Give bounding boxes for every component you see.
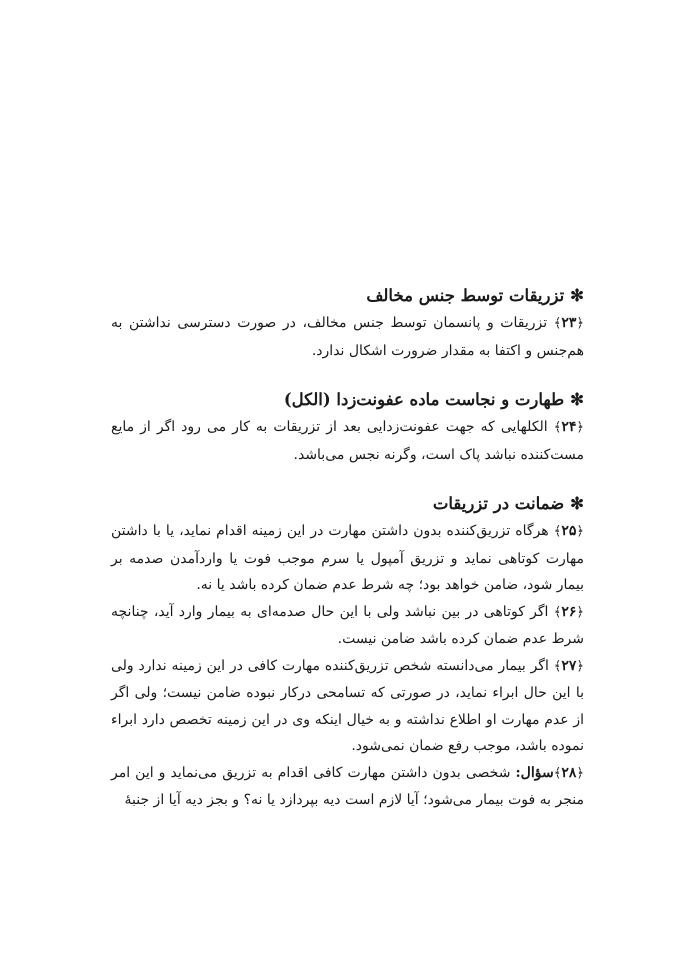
paragraph-23: ﴿۲۳﴾ تزریقات و پانسمان توسط جنس مخالف، در صورت دسترسی نداشتن به هم‌جنس و اکتفا به مقدار ضرورت اشکال ندارد. bbox=[111, 315, 584, 359]
paragraph-28: ﴿۲۸﴾سؤال: شخصی بدون داشتن مهارت کافی اقدام به تزریق می‌نماید و این امر منجر به فوت بیمار می‌شود؛ آیا لازم است دیه بپردازد یا نه؟ و بجز دیه آیا از جنبهٔ bbox=[111, 764, 584, 808]
paragraph-25: ﴿۲۵﴾ هرگاه تزریق‌کننده بدون داشتن مهارت در این زمینه اقدام نماید، یا با داشتن مهارت کوتاهی نماید و تزریق آمپول یا سرم موجب فوت یا واردآمدن صدمه بر بیمار شود، ضامن خواهد بود؛ چه شرط عدم ضمان کرده باشد یا نه. bbox=[111, 523, 584, 593]
asterisk-icon: ✻ bbox=[570, 494, 584, 513]
section-heading: ✻تزریقات توسط جنس مخالف bbox=[366, 286, 584, 305]
section-heading: ✻طهارت و نجاست ماده عفونت‌زدا (الکل) bbox=[283, 390, 584, 409]
asterisk-icon: ✻ bbox=[570, 286, 584, 305]
paragraph-24: ﴿۲۴﴾ الکلهایی که جهت عفونت‌زدایی بعد از تزریقات به کار می رود اگر از مایع مست‌کننده نباشد پاک است، وگرنه نجس می‌باشد. bbox=[111, 419, 584, 463]
section-alcohol-purity bbox=[111, 386, 584, 468]
section-liability bbox=[111, 490, 584, 814]
section-heading: ✻ضمانت در تزریقات bbox=[432, 494, 584, 513]
text-column bbox=[111, 282, 584, 814]
paragraph-27: ﴿۲۷﴾ اگر بیمار می‌دانسته شخص تزریق‌کننده مهارت کافی در این زمینه ندارد ولی با این حال ابراء نماید، در صورتی که تسامحی درکار نبوده ضامن نیست؛ ولی اگر از عدم مهارت او اطلاع نداشته و به خیال اینکه وی در این زمینه تخصص دارد ابراء نموده باشد، موجب رفع ضمان نمی‌شود. bbox=[111, 657, 585, 754]
paragraph-26: ﴿۲۶﴾ اگر کوتاهی در بین نباشد ولی با این حال صدمه‌ای به بیمار وارد آید، چنانچه شرط عدم ضمان کرده باشد ضامن نیست. bbox=[111, 603, 584, 647]
asterisk-icon: ✻ bbox=[570, 390, 584, 409]
section-injection-by-opposite-sex bbox=[111, 282, 584, 364]
